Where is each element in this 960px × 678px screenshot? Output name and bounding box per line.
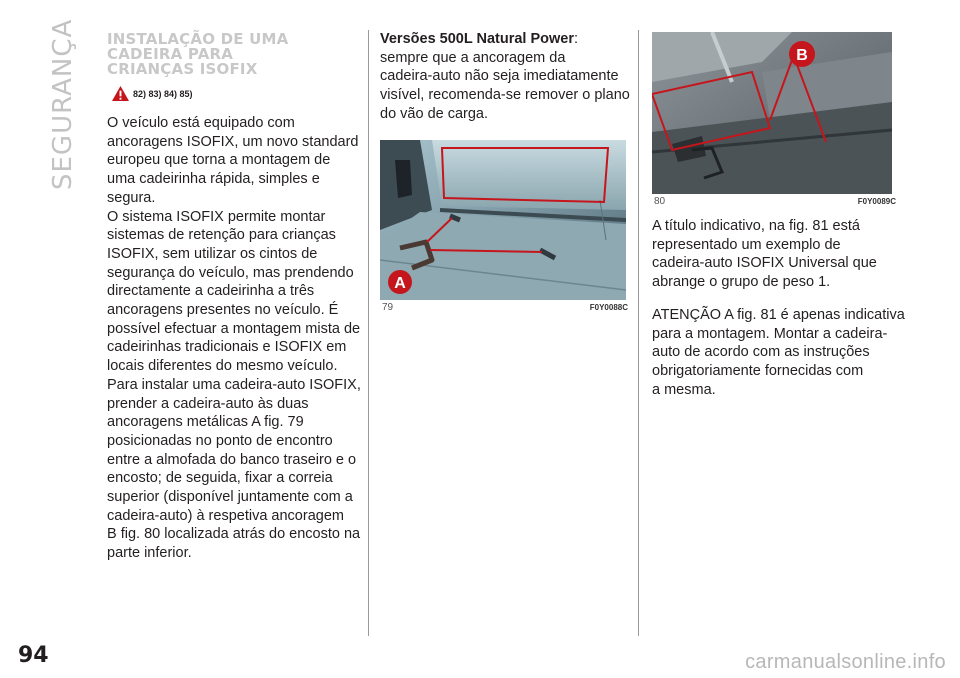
- version-label: Versões 500L Natural Power: [380, 31, 574, 47]
- figure-number: 80: [654, 196, 666, 207]
- heading-line: CRIANÇAS ISOFIX: [107, 60, 258, 78]
- body-text: O veículo está equipado com ancoragens ISOFIX, um novo standard europeu que torna a montagem de uma cadeirinha rápida, simples e segura. O sistema ISOFIX permite montar sistemas de retenção para crianças ISOFIX, sem utilizar os cintos de segurança do veículo, mas prendendo directamente a cadeirinha a três ancoragens presentes no veículo. É possível efectuar a montagem mista de cadeirinhas tradicionais e ISOFIX em locais diferentes do mesmo veículo. Para instalar uma cadeira-auto ISOFIX, prender a cadeira-auto às duas ancoragens metálicas A fig. 79 posicionadas no ponto de encontro entre a almofada do banco traseiro e o encosto; de seguida, fixar a correia superior (disponível juntamente com a cadeira-auto) à respetiva ancoragem B fig. 80 localizada atrás do encosto na parte inferior.: [107, 115, 361, 562]
- column-3: [652, 30, 905, 399]
- figure-label-b: B: [796, 47, 808, 64]
- figure-80-top-tether-anchor-photo: [652, 32, 892, 194]
- heading-line: INSTALAÇÃO DE UMA: [107, 30, 289, 48]
- top-tether-anchor-illustration: [652, 32, 892, 194]
- figure-code: F0Y0089C: [857, 197, 896, 206]
- figure-caption: [652, 196, 898, 207]
- heading-line: CADEIRA PARA: [107, 45, 234, 63]
- figure-label-a: A: [394, 274, 406, 292]
- body-text: ATENÇÃO A fig. 81 é apenas indicativa para a montagem. Montar a cadeira- auto de acordo com as instruções obrigatoriamente fornecidas com a mesma.: [652, 306, 905, 398]
- section-heading: [107, 32, 359, 77]
- figure-code: F0Y0088C: [589, 302, 628, 312]
- page-number: 94: [18, 643, 49, 668]
- warning-references: 82) 83) 84) 85): [133, 88, 193, 99]
- section-side-title: SEGURANÇA: [48, 18, 78, 190]
- warning-row: [111, 85, 359, 102]
- body-text: Versões 500L Natural Power: sempre que a ancoragem da cadeira-auto não seja imediatamente visível, recomenda-se remover o plano do vão de carga.: [380, 31, 630, 122]
- body-text: A título indicativo, na fig. 81 está representado um exemplo de cadeira-auto ISOFIX Universal que abrange o grupo de peso 1.: [652, 218, 877, 291]
- isofix-anchor-illustration: [380, 140, 626, 300]
- figure-caption: [380, 302, 630, 313]
- warning-triangle-icon: [111, 85, 130, 102]
- figure-number: 79: [382, 301, 394, 313]
- column-1: [107, 30, 359, 563]
- figure-79-isofix-anchor-photo: [380, 140, 626, 300]
- watermark: carmanualsonline.info: [745, 651, 946, 673]
- column-2: [380, 30, 630, 313]
- column-divider: [368, 30, 369, 636]
- column-divider: [638, 30, 639, 636]
